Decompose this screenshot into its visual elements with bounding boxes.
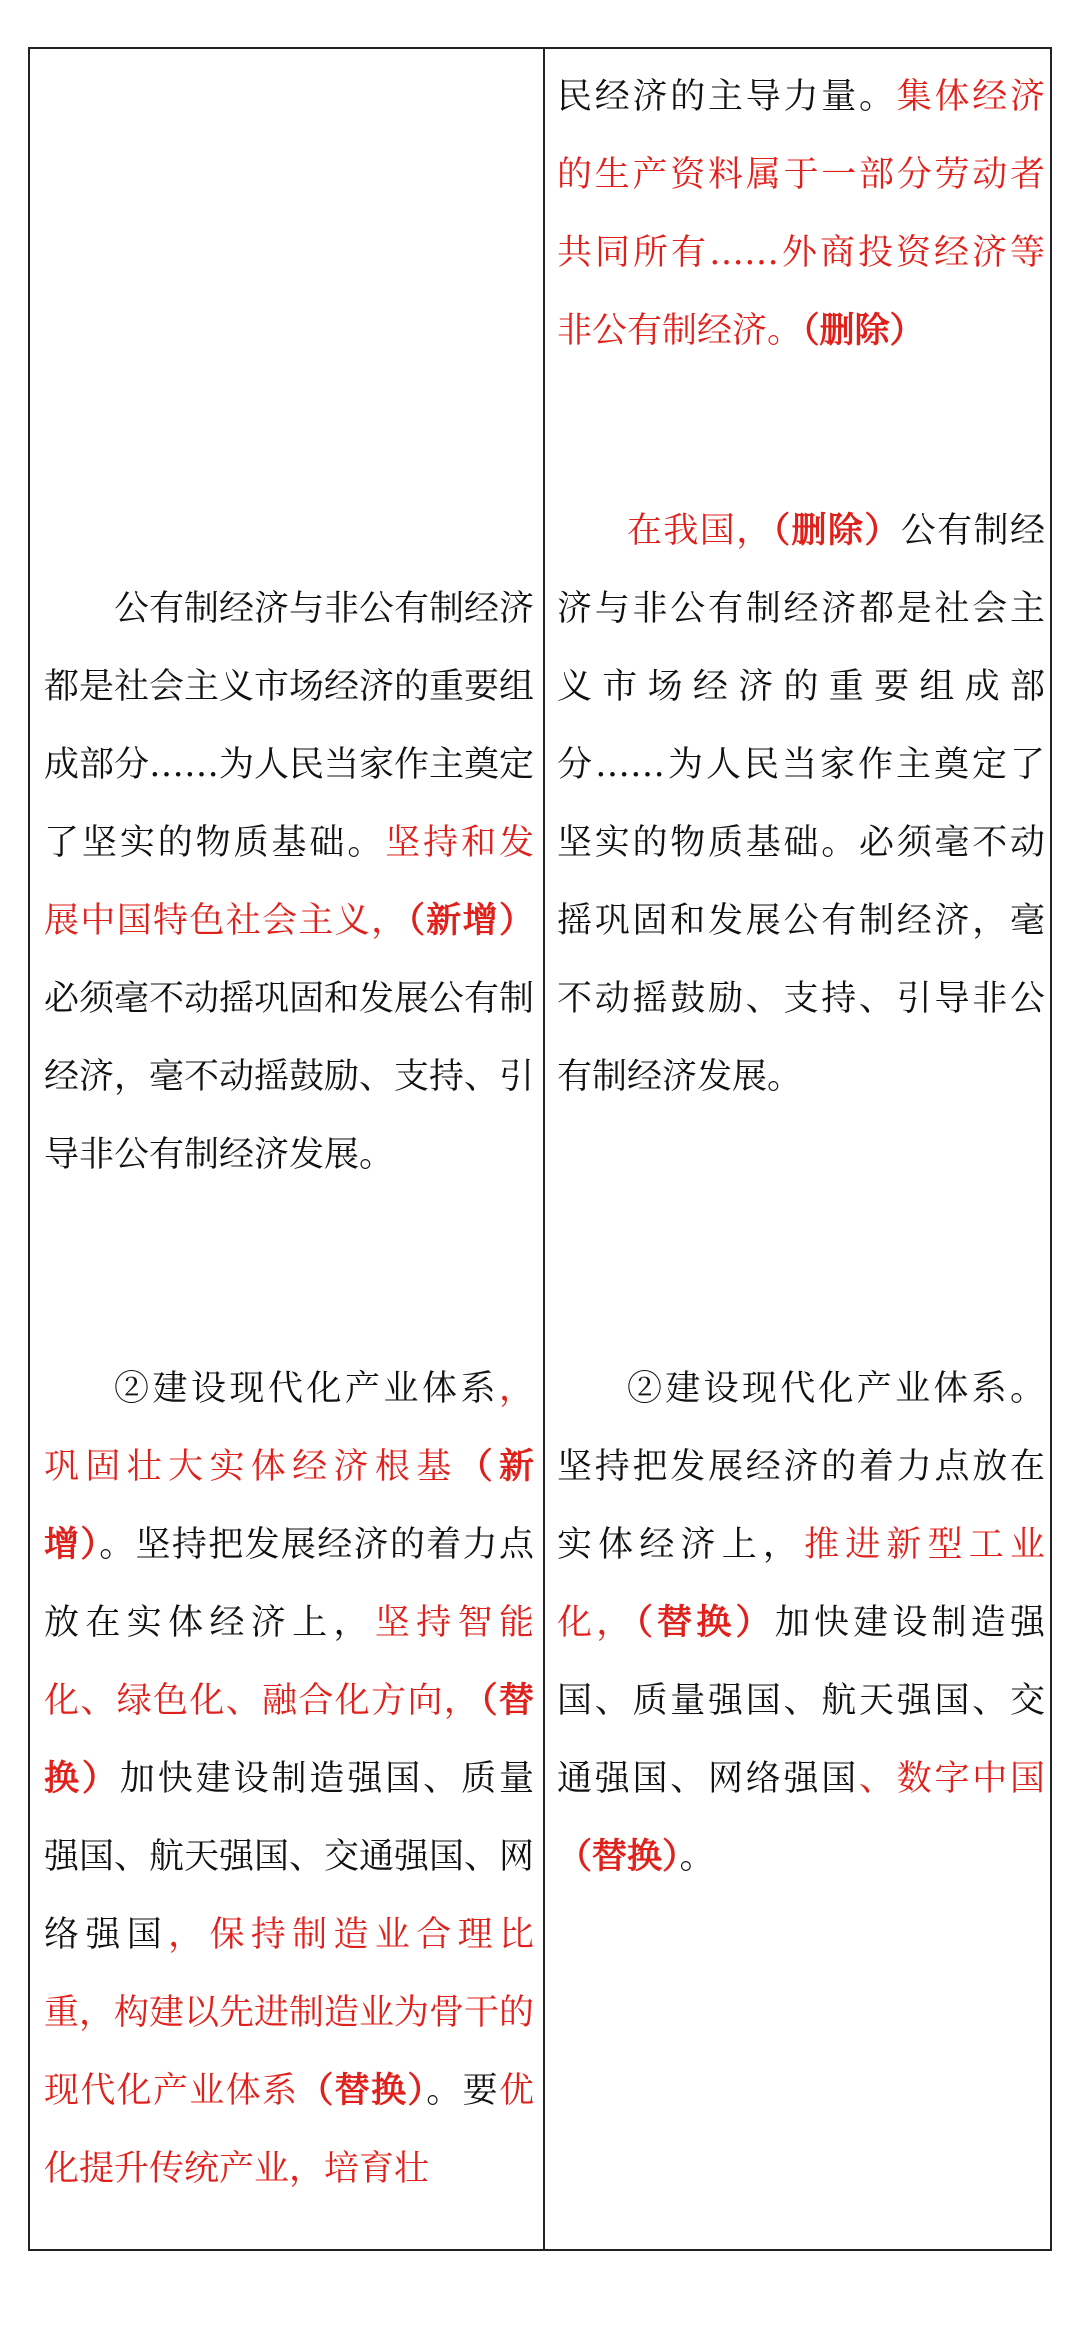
right-paragraph-2 bbox=[557, 492, 1045, 1116]
deleted-text: 集体经济的生产资料属于一部分劳动者共同所有……外商投资经济等非公有制经济。 bbox=[557, 77, 1045, 351]
added-text: 坚持和发展中国特色社会主义， bbox=[44, 823, 534, 941]
deleted-tag: （删除） bbox=[772, 510, 901, 551]
text-segment: ②建设现代化产业体系 bbox=[114, 1369, 499, 1409]
replaced-text: 、数字中国 bbox=[858, 1759, 1045, 1799]
deleted-tag: （删除） bbox=[802, 310, 925, 351]
added-text: ，巩固壮大实体经济根基 bbox=[44, 1369, 534, 1487]
comparison-table bbox=[28, 47, 1052, 2251]
text-segment: 必须毫不动摇巩固和发展公有制经济，毫不动摇鼓励、支持、引导非公有制经济发展。 bbox=[44, 979, 535, 1175]
text-segment: 民经济的主导力量。 bbox=[557, 77, 897, 117]
replaced-text: 坚持智能化、绿色化、融合化方向， bbox=[44, 1603, 534, 1721]
left-paragraph-1 bbox=[44, 570, 534, 1194]
text-segment: 加快建设制造强国、质量强国、航天强国、交通强国、网络强国 bbox=[44, 1759, 535, 1955]
added-text: 优化提升传统产业，培育壮 bbox=[44, 2071, 534, 2189]
text-segment: 公有制经济与非公有制经济都是社会主义市场经济的重要组成部分……为人民当家作主奠定了坚实的物质基础。 bbox=[44, 589, 535, 863]
added-tag: （新增） bbox=[44, 1446, 534, 1565]
text-segment: 。 bbox=[679, 1837, 715, 1877]
text-segment: 。要 bbox=[426, 2071, 499, 2111]
text-segment: 加快建设制造强国、质量强国、航天强国、交通强国、网络强国 bbox=[557, 1603, 1045, 1799]
right-paragraph-1 bbox=[557, 58, 1045, 370]
text-segment: ②建设现代化产业体系。坚持把发展经济的着力点放在实体经济上， bbox=[557, 1369, 1045, 1565]
left-paragraph-2 bbox=[44, 1350, 534, 2208]
column-divider bbox=[543, 49, 545, 2249]
deleted-text: 在我国， bbox=[627, 511, 773, 551]
replaced-text: 推进新型工业化， bbox=[557, 1525, 1045, 1643]
text-segment: 公有制经济与非公有制经济都是社会主义市场经济的重要组成部分……为人民当家作主奠定了坚实的物质基础。必须毫不动摇巩固和发展公有制经济，毫不动摇鼓励、支持、引导非公有制经济发展。 bbox=[557, 511, 1045, 1097]
added-tag: （新增） bbox=[407, 900, 534, 941]
replaced-tag: （替换） bbox=[557, 1836, 680, 1877]
right-paragraph-3 bbox=[557, 1350, 1045, 1896]
replaced-tag: （替换） bbox=[44, 1680, 534, 1799]
replaced-text: ，保持制造业合理比重，构建以先进制造业为骨干的现代化产业体系 bbox=[44, 1915, 535, 2111]
text-segment: 。坚持把发展经济的着力点放在实体经济上， bbox=[44, 1525, 534, 1643]
replaced-tag: （替换） bbox=[298, 2070, 427, 2111]
replaced-tag: （替换） bbox=[635, 1602, 775, 1643]
